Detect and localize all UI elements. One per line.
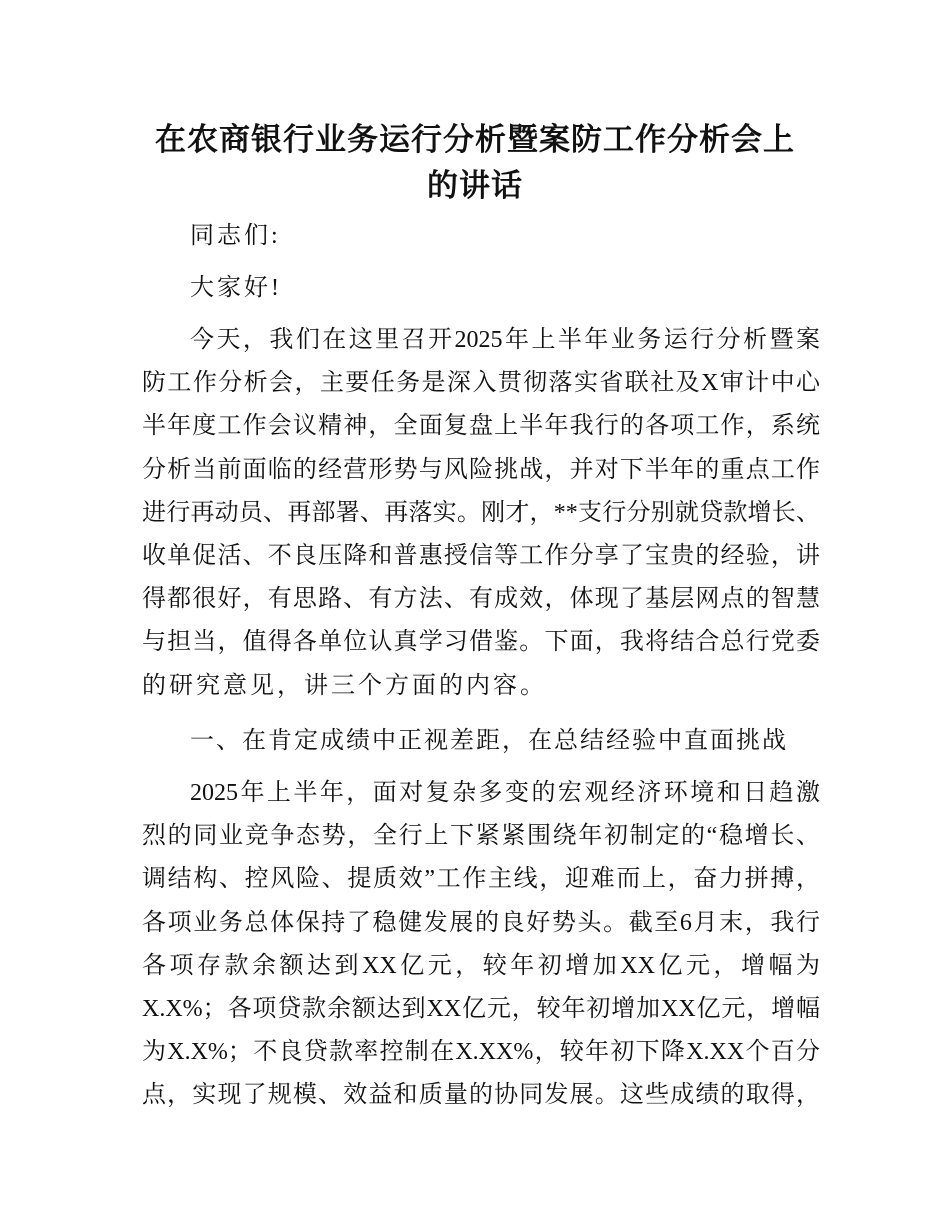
paragraph-line: 今天，我们在这里召开2025年上半年业务运行分析暨案 [190, 327, 820, 353]
paragraph-line: 的研究意见，讲三个方面的内容。 [142, 672, 547, 699]
section-heading-1: 一、在肯定成绩中正视差距，在总结经验中直面挑战 [190, 728, 788, 754]
salutation: 同志们: [190, 223, 281, 249]
paragraph-line: 各项业务总体保持了稳健发展的良好势头。截至6月末，我行 [142, 909, 820, 936]
paragraph-line: 防工作分析会，主要任务是深入贯彻落实省联社及X审计中心 [142, 370, 820, 397]
paragraph-line: 2025年上半年，面对复杂多变的宏观经济环境和日趋激 [190, 780, 820, 806]
paragraph-line: 进行再动员、再部署、再落实。刚才，**支行分别就贷款增长、 [142, 499, 820, 526]
paragraph-line: 各项存款余额达到XX亿元，较年初增加XX亿元，增幅为 [142, 952, 820, 979]
greeting: 大家好! [190, 275, 282, 301]
paragraph-line: 半年度工作会议精神，全面复盘上半年我行的各项工作，系统 [142, 413, 820, 440]
paragraph-line: 为X.X%；不良贷款率控制在X.XX%，较年初下降X.XX个百分 [142, 1039, 820, 1066]
paragraph-line: 分析当前面临的经营形势与风险挑战，并对下半年的重点工作 [142, 456, 820, 483]
document-title-line-2: 的讲话 [427, 168, 523, 204]
paragraph-line: 烈的同业竞争态势，全行上下紧紧围绕年初制定的“稳增长、 [142, 823, 820, 850]
paragraph-line: 得都很好，有思路、有方法、有成效，体现了基层网点的智慧 [142, 586, 820, 613]
paragraph-line: 与担当，值得各单位认真学习借鉴。下面，我将结合总行党委 [142, 629, 820, 656]
paragraph-line: X.X%；各项贷款余额达到XX亿元，较年初增加XX亿元，增幅 [142, 996, 820, 1022]
paragraph-line: 调结构、控风险、提质效”工作主线，迎难而上，奋力拼搏， [142, 866, 820, 893]
paragraph-line: 点，实现了规模、效益和质量的协同发展。这些成绩的取得， [142, 1082, 820, 1109]
document-title-line-1: 在农商银行业务运行分析暨案防工作分析会上 [155, 122, 795, 158]
paragraph-line: 收单促活、不良压降和普惠授信等工作分享了宝贵的经验，讲 [142, 543, 820, 569]
